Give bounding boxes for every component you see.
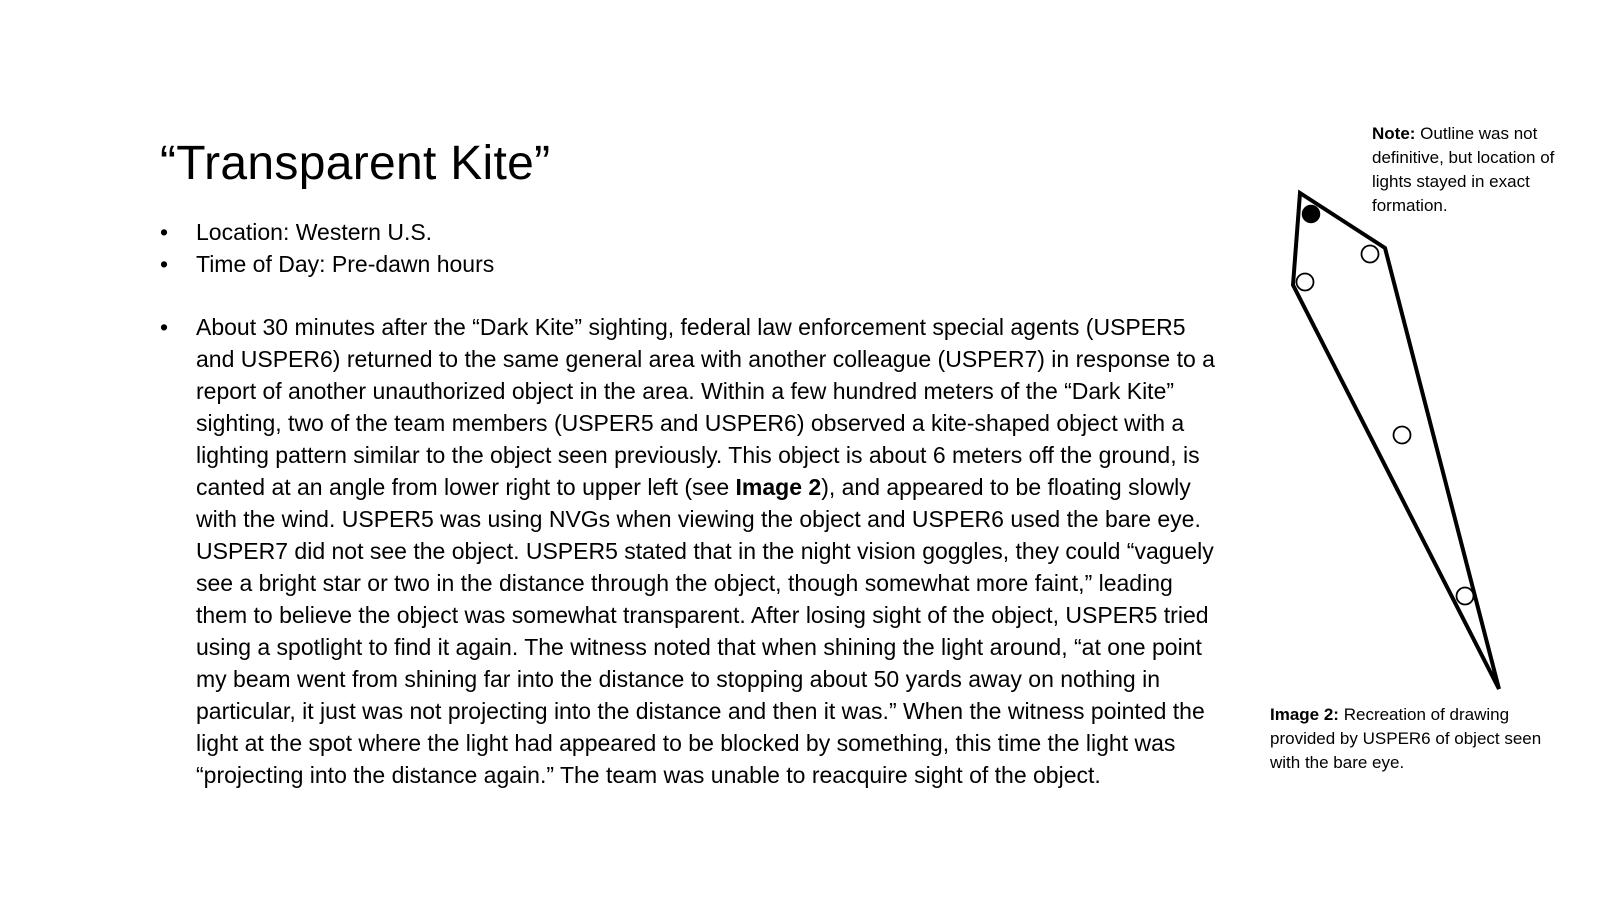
kite-outline (1293, 193, 1499, 689)
narrative-paragraph (196, 314, 1215, 788)
bullet-time-of-day (160, 248, 1220, 280)
note-label: Note: (1372, 124, 1416, 143)
bullet-list (160, 216, 1220, 791)
note-text: Outline was not definitive, but location of lights stayed in exact formation. (1372, 124, 1555, 215)
figure-note (1372, 122, 1592, 218)
caption-label: Image 2: (1270, 705, 1339, 724)
hollow-light-icon (1362, 246, 1379, 263)
narrative-text-part-1: About 30 minutes after the “Dark Kite” sighting, federal law enforcement special agents (USPER5 and USPER6) returned to the same general area with another colleague (USPER7) in response to a report of another unauthorized object in the area. Within a few hundred meters of the “Dark Kite” sighting, two of the team members (USPER5 and USPER6) observed a kite-shaped object with a lighting pattern similar to the object seen previously. This object is about 6 meters off the ground, is canted at an angle from lower right to upper left (see (196, 314, 1215, 500)
slide-title: “Transparent Kite” (160, 137, 551, 190)
bullet-narrative (160, 311, 1220, 791)
hollow-light-icon (1457, 588, 1474, 605)
narrative-text-part-2: ), and appeared to be floating slowly with the wind. USPER5 was using NVGs when viewing the object and USPER6 used the bare eye. USPER7 did not see the object. USPER5 stated that in the night vision goggles, they could “vaguely see a bright star or two in the distance through the object, though somewhat more faint,” leading them to believe the object was somewhat transparent. After losing sight of the object, USPER5 tried using a spotlight to find it again. The witness noted that when shining the light around, “at one point my beam went from shining far into the distance to stopping about 50 yards away on nothing in particular, it just was not projecting into the distance and then it was.” When the witness pointed the light at the spot where the light had appeared to be blocked by something, this time the light was “projecting into the distance again.” The team was unable to reacquire sight of the object. (196, 474, 1214, 788)
bullet-location (160, 216, 1220, 248)
hollow-light-icon (1394, 427, 1411, 444)
figure-caption (1270, 703, 1570, 775)
image-2-reference: Image 2 (735, 474, 822, 500)
bullet-time-of-day-text: Time of Day: Pre-dawn hours (196, 251, 495, 277)
hollow-light-icon (1297, 274, 1314, 291)
bullet-location-text: Location: Western U.S. (196, 219, 433, 245)
filled-light-icon (1303, 206, 1320, 223)
caption-text: Recreation of drawing provided by USPER6 of object seen with the bare eye. (1270, 705, 1542, 772)
